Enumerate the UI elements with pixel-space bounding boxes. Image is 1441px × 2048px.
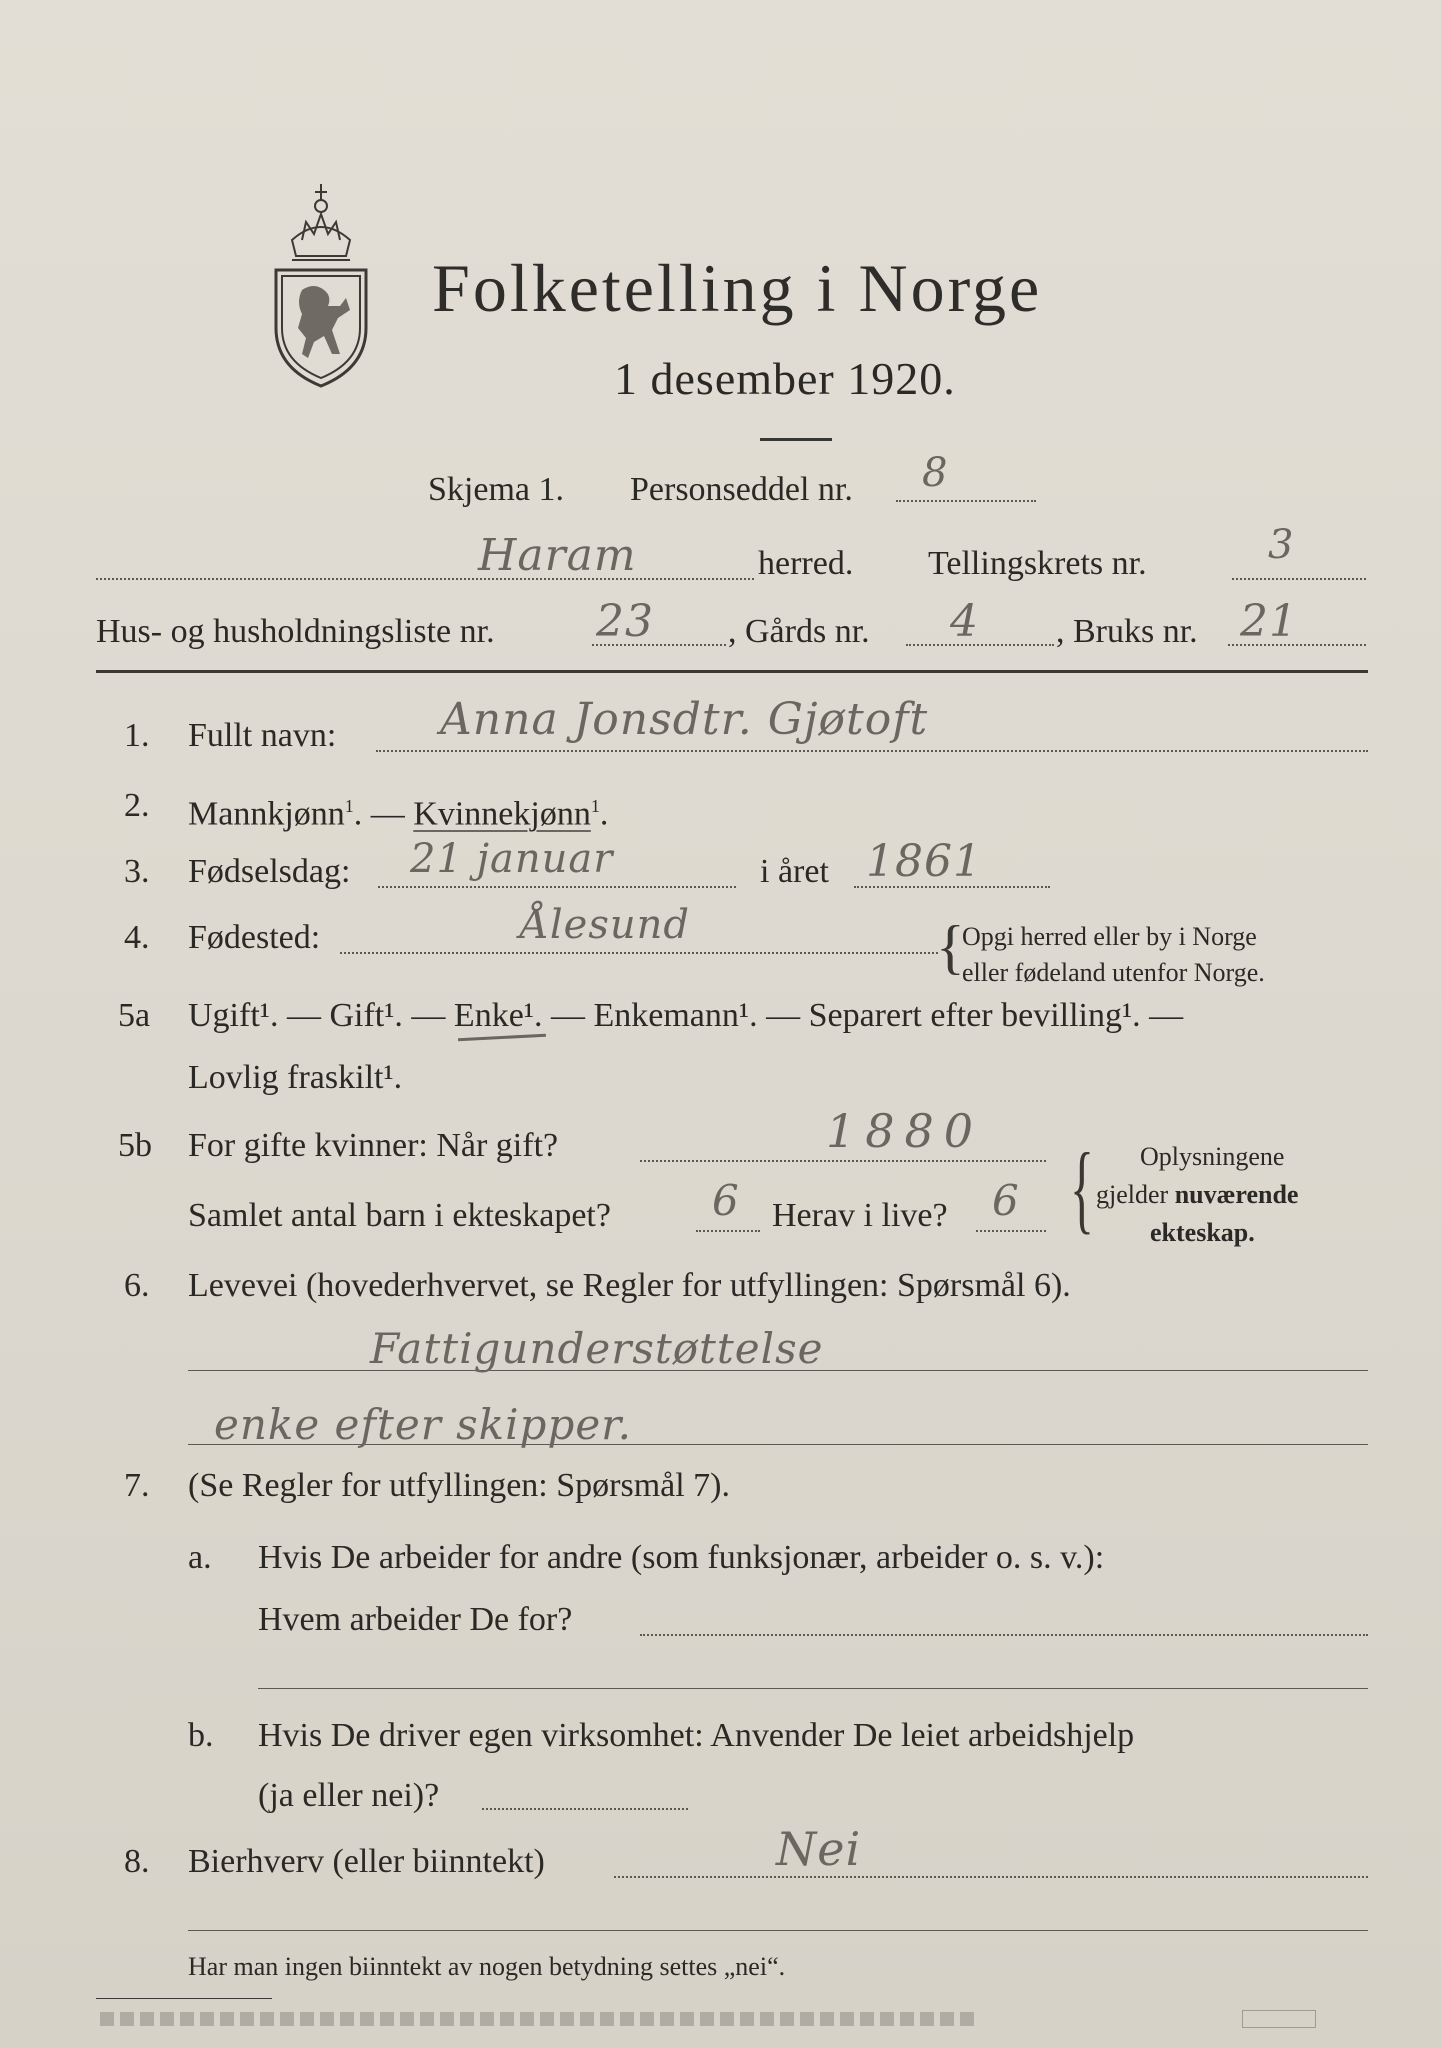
q8-value[interactable]: Nei [776, 1822, 862, 1876]
q2-separator: . — [353, 795, 405, 833]
herred-label: herred. [758, 545, 854, 582]
q7a-number: a. [188, 1539, 212, 1576]
gards-label: , Gårds nr. [728, 613, 870, 650]
q7-label: (Se Regler for utfyllingen: Spørsmål 7). [188, 1467, 731, 1504]
form-title: Folketelling i Norge [432, 250, 1043, 326]
q7a-line-field-1 [640, 1634, 1368, 1636]
q3-line [378, 886, 736, 888]
personseddel-value[interactable]: 8 [922, 450, 949, 496]
q5b-note-2b: nuværende [1174, 1180, 1299, 1209]
tellingskrets-line [1232, 578, 1366, 580]
q1-label: Fullt navn: [188, 717, 337, 754]
q8-line-2 [188, 1930, 1368, 1931]
q5b-number: 5b [118, 1127, 152, 1164]
bruks-value[interactable]: 21 [1240, 596, 1298, 647]
q3-year-value[interactable]: 1861 [866, 836, 982, 887]
q5b-line-2 [696, 1230, 760, 1232]
q5b-label-3: Herav i live? [772, 1197, 948, 1234]
husliste-value[interactable]: 23 [596, 596, 654, 647]
q6-number: 6. [124, 1267, 150, 1304]
q3-year-label: i året [760, 853, 829, 890]
q1-value[interactable]: Anna Jonsdtr. Gjøtoft [440, 694, 929, 745]
skjema-label: Skjema 1. [428, 471, 564, 508]
q5b-value-2[interactable]: 6 [712, 1176, 740, 1225]
q5b-note-2a: gjelder [1096, 1180, 1175, 1209]
q2-text [188, 786, 608, 834]
q8-line [614, 1876, 1368, 1878]
q4-brace: { [936, 914, 965, 980]
q5b-label-2: Samlet antal barn i ekteskapet? [188, 1197, 611, 1234]
q5b-value-1[interactable]: 1880 [826, 1104, 984, 1158]
q3-number: 3. [124, 853, 150, 890]
q5a-number: 5a [118, 997, 151, 1034]
census-date: 1 desember 1920. [614, 353, 956, 404]
herred-line [96, 578, 754, 580]
q7a-line-2: Hvem arbeider De for? [258, 1601, 573, 1638]
q5b-value-3[interactable]: 6 [992, 1176, 1020, 1225]
q2-number: 2. [124, 787, 150, 824]
q7b-line-2: (ja eller nei)? [258, 1777, 440, 1814]
q2-female-label[interactable]: Kvinnekjønn [413, 795, 591, 833]
q7a-line-1: Hvis De arbeider for andre (som funksjonær, arbeider o. s. v.): [258, 1539, 1105, 1576]
q3-label: Fødselsdag: [188, 853, 351, 890]
q4-label: Fødested: [188, 919, 321, 956]
q3-value[interactable]: 21 januar [410, 836, 614, 882]
personseddel-line [896, 500, 1036, 502]
q5b-note-2 [1096, 1178, 1298, 1212]
herred-value[interactable]: Haram [478, 530, 637, 581]
title-divider [760, 438, 832, 441]
q2-end: . [599, 795, 609, 833]
coat-of-arms-icon [262, 178, 380, 390]
footnote-fragment [100, 2012, 980, 2026]
q5b-note-1: Oplysningene [1140, 1142, 1285, 1171]
footer-note: Har man ingen biinntekt av nogen betydning settes „nei“. [188, 1952, 786, 1981]
q2-male-footnote: 1 [344, 796, 354, 816]
printer-mark [1242, 2010, 1316, 2028]
q5a-line-1: Ugift¹. — Gift¹. — Enke¹. — Enkemann¹. — Separert efter bevilling¹. — [188, 997, 1184, 1034]
footer-rule [96, 1998, 272, 1999]
q7a-line-field-2 [258, 1688, 1368, 1689]
q4-line [340, 952, 938, 954]
tellingskrets-label: Tellingskrets nr. [928, 545, 1147, 582]
q5a-line-2: Lovlig fraskilt¹. [188, 1059, 403, 1096]
tellingskrets-value[interactable]: 3 [1268, 522, 1295, 568]
q5b-brace: { [1070, 1132, 1094, 1243]
q4-number: 4. [124, 919, 150, 956]
q7b-line-1: Hvis De driver egen virksomhet: Anvender De leiet arbeidshjelp [258, 1717, 1135, 1754]
gards-line [906, 644, 1054, 646]
q4-note-2: eller fødeland utenfor Norge. [962, 958, 1265, 987]
q2-male-label[interactable]: Mannkjønn [188, 795, 345, 833]
q5b-note-3: ekteskap. [1150, 1218, 1255, 1247]
q6-value-1[interactable]: Fattigunderstøttelse [370, 1324, 824, 1373]
personseddel-label: Personseddel nr. [630, 471, 853, 508]
q1-line [376, 750, 1368, 752]
q7b-line-field [482, 1808, 688, 1810]
q1-number: 1. [124, 717, 150, 754]
q6-value-2[interactable]: enke efter skipper. [214, 1400, 632, 1449]
gards-value[interactable]: 4 [950, 596, 979, 647]
q8-number: 8. [124, 1843, 150, 1880]
husliste-label: Hus- og husholdningsliste nr. [96, 613, 495, 650]
q7-number: 7. [124, 1467, 150, 1504]
q5b-line-1 [640, 1160, 1046, 1162]
q7b-number: b. [188, 1717, 214, 1754]
q8-label: Bierhverv (eller biinntekt) [188, 1843, 545, 1880]
q2-female-footnote: 1 [590, 796, 600, 816]
q6-label: Levevei (hovederhvervet, se Regler for utfyllingen: Spørsmål 6). [188, 1267, 1071, 1304]
q4-value[interactable]: Ålesund [520, 902, 691, 948]
q5b-line-3 [976, 1230, 1046, 1232]
q5b-label-1: For gifte kvinner: Når gift? [188, 1127, 559, 1164]
bruks-label: , Bruks nr. [1056, 613, 1198, 650]
q4-note-1: Opgi herred eller by i Norge [962, 922, 1257, 951]
header-divider [96, 670, 1368, 673]
